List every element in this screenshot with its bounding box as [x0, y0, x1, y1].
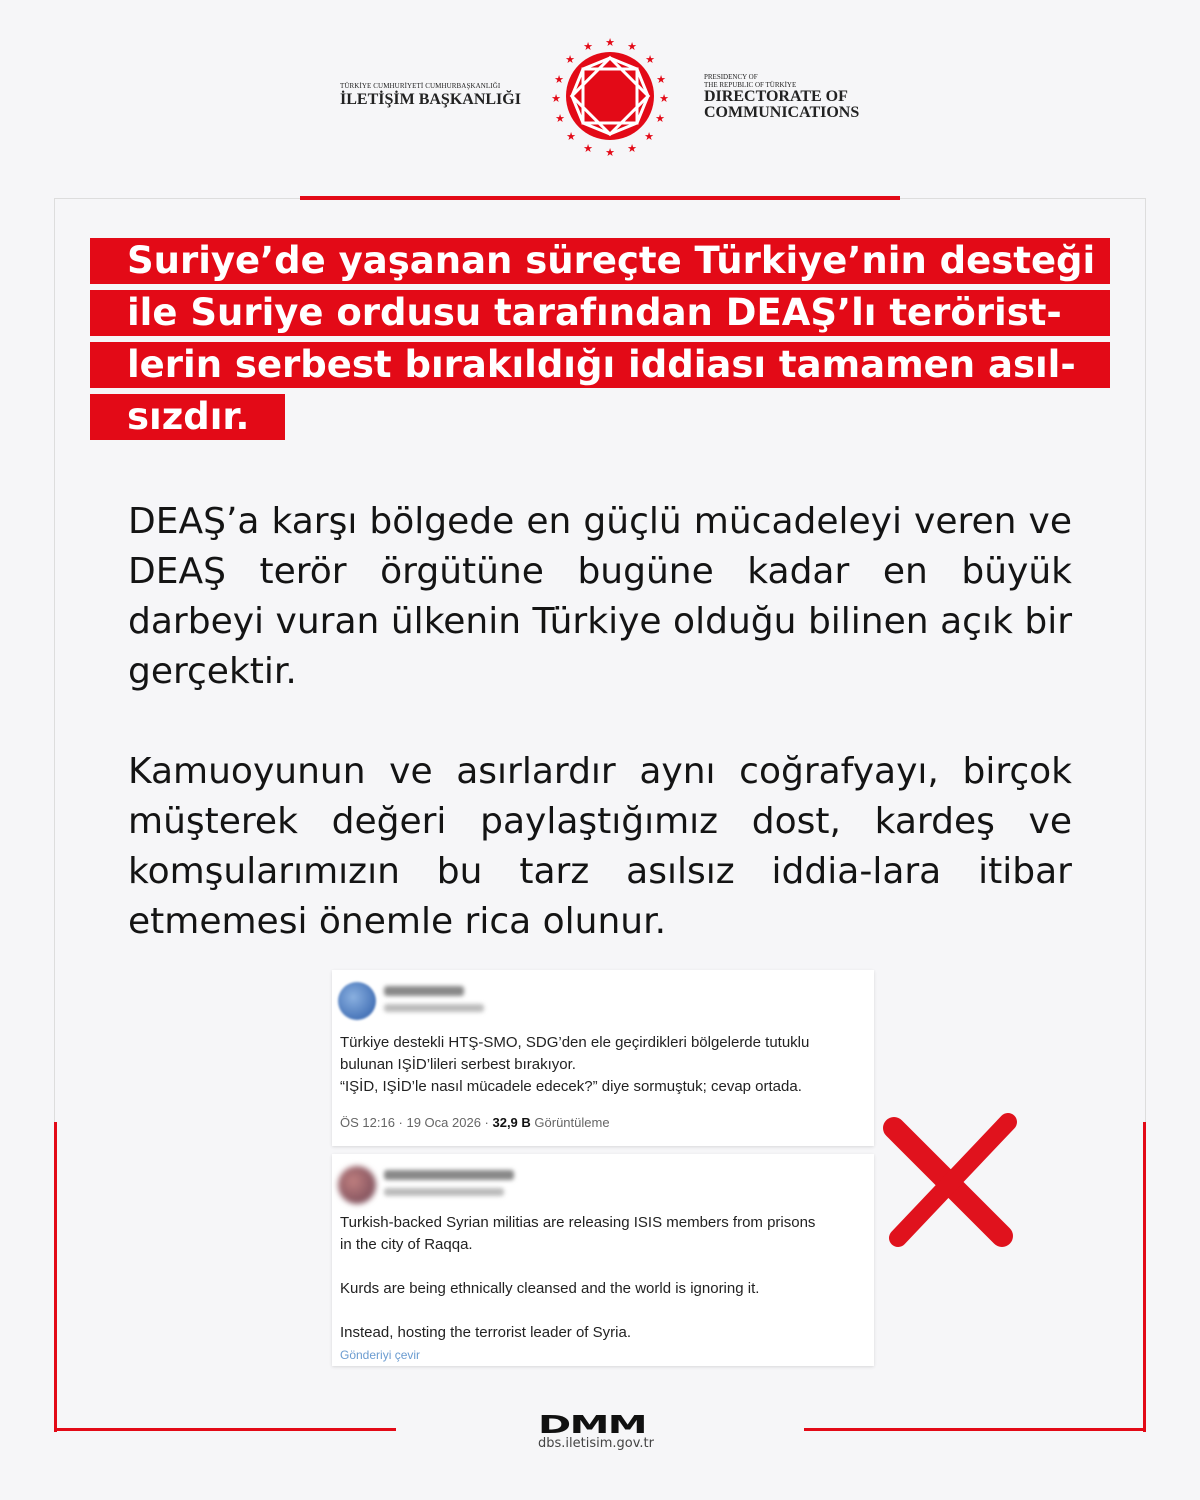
headline-line: ile Suriye ordusu tarafından DEAŞ’lı terörist- — [90, 290, 1110, 336]
cross-x-icon — [880, 1110, 1020, 1250]
tweet-line: bulunan IŞİD’lileri serbest bırakıyor. — [340, 1056, 576, 1073]
red-accent-line — [1143, 1122, 1146, 1432]
avatar — [338, 982, 376, 1020]
svg-text:★: ★ — [627, 40, 637, 53]
body-paragraph-2: Kamuoyunun ve asırlardır aynı coğrafyayı, birçok müşterek değeri paylaştığımız dost, kardeş ve komşularımızın bu tarz asılsız iddia-lara itibar etmemesi önemle rica olunur. — [128, 751, 1072, 942]
tweet-time: ÖS 12:16 · 19 Oca 2026 · — [340, 1115, 493, 1130]
tweet-text — [340, 1032, 854, 1098]
svg-text:★: ★ — [554, 73, 564, 86]
tweet-line: Turkish-backed Syrian militias are releasing ISIS members from prisons — [340, 1214, 816, 1231]
svg-text:★: ★ — [583, 142, 593, 155]
header-big-en-2: COMMUNICATIONS — [704, 104, 860, 121]
headline — [90, 238, 1110, 446]
body-paragraph-1: DEAŞ’a karşı bölgede en güçlü mücadeleyi veren ve DEAŞ terör örgütüne bugüne kadar en büyük darbeyi vuran ülkenin Türkiye olduğu bilinen açık bir gerçektir. — [128, 501, 1072, 692]
svg-text:★: ★ — [655, 112, 665, 125]
svg-text:★: ★ — [555, 112, 565, 125]
tweet-views: 32,9 B — [492, 1115, 531, 1130]
red-accent-line — [804, 1428, 1146, 1431]
blurred-name — [384, 1170, 514, 1180]
svg-text:★: ★ — [583, 40, 593, 53]
directorate-name-en — [704, 73, 859, 121]
dmm-logo: DMM — [538, 1410, 647, 1439]
header-big-en-1: DIRECTORATE OF — [704, 88, 848, 105]
header-small-tr: TÜRKİYE CUMHURİYETİ CUMHURBAŞKANLIĞI — [340, 82, 501, 90]
tweet-line: Instead, hosting the terrorist leader of Syria. — [340, 1324, 631, 1341]
frame-line — [1145, 198, 1146, 1123]
blurred-name — [384, 986, 464, 996]
svg-text:★: ★ — [645, 53, 655, 66]
headline-line: Suriye’de yaşanan süreçte Türkiye’nin desteği — [90, 238, 1110, 284]
header-small-en-2: THE REPUBLIC OF TÜRKİYE — [704, 81, 797, 89]
presidency-emblem-icon — [550, 36, 670, 156]
blurred-handle — [384, 1004, 484, 1012]
tweet-line: Türkiye destekli HTŞ-SMO, SDG’den ele geçirdikleri bölgelerde tutuklu — [340, 1034, 810, 1051]
svg-text:★: ★ — [551, 92, 561, 105]
svg-text:★: ★ — [644, 130, 654, 143]
svg-text:★: ★ — [605, 36, 615, 49]
svg-text:★: ★ — [627, 142, 637, 155]
avatar — [338, 1166, 376, 1204]
svg-text:★: ★ — [659, 92, 669, 105]
svg-text:★: ★ — [566, 130, 576, 143]
tweet-meta — [340, 1115, 610, 1130]
svg-text:★: ★ — [656, 73, 666, 86]
svg-text:★: ★ — [565, 53, 575, 66]
red-accent-line — [54, 1428, 396, 1431]
translate-link[interactable]: Gönderiyi çevir — [340, 1348, 421, 1362]
header-big-tr: İLETİŞİM BAŞKANLIĞI — [340, 91, 521, 108]
header-small-en-1: PRESIDENCY OF — [704, 73, 758, 81]
tweet-views-label: Görüntüleme — [530, 1115, 610, 1130]
headline-line: lerin serbest bırakıldığı iddiası tamamen asıl- — [90, 342, 1110, 388]
tweet-line: in the city of Raqqa. — [340, 1236, 473, 1253]
footer-url: dbs.iletisim.gov.tr — [538, 1436, 654, 1451]
tweet-card-1 — [332, 970, 874, 1146]
directorate-name-tr — [340, 82, 521, 109]
tweet-line: “IŞİD, IŞİD’le nasıl mücadele edecek?” diye sormuştuk; cevap ortada. — [340, 1078, 802, 1095]
tweet-card-2 — [332, 1154, 874, 1366]
red-accent-line — [300, 196, 900, 200]
frame-line — [54, 198, 55, 1123]
blurred-handle — [384, 1188, 504, 1196]
red-accent-line — [54, 1122, 57, 1432]
tweet-line: Kurds are being ethnically cleansed and the world is ignoring it. — [340, 1280, 760, 1297]
headline-line: sızdır. — [90, 394, 285, 440]
tweet-screenshots — [332, 970, 874, 1366]
svg-text:★: ★ — [605, 146, 615, 156]
tweet-text — [340, 1212, 854, 1344]
